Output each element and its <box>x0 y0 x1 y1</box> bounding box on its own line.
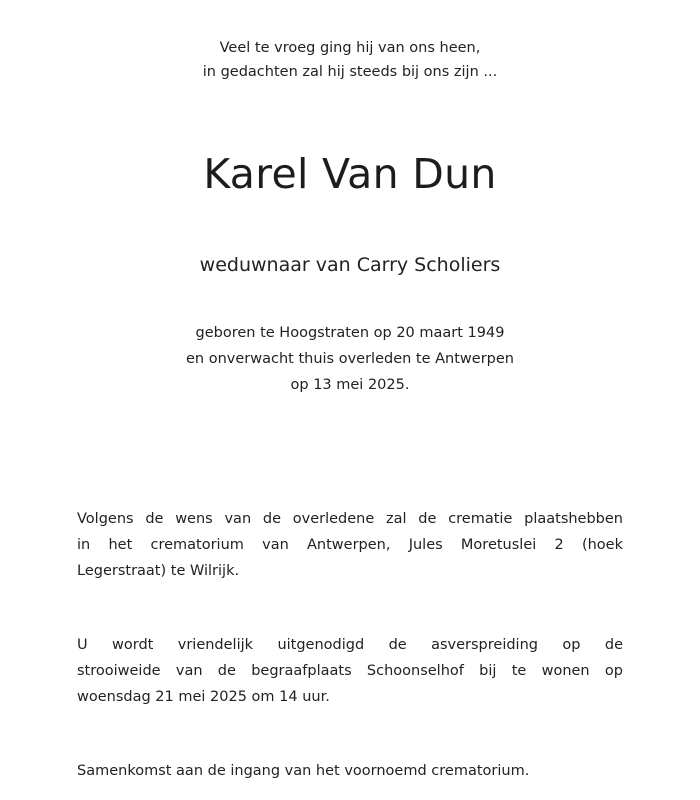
motto-verse <box>0 36 700 84</box>
motto-line-2: in gedachten zal hij steeds bij ons zijn ... <box>202 64 498 80</box>
cremation-paragraph <box>77 506 623 584</box>
motto-line-1: Veel te vroeg ging hij van ons heen, <box>219 40 481 56</box>
cremation-line-1: Volgens de wens van de overledene zal de crematie plaatshebben <box>77 511 623 527</box>
gathering-paragraph <box>77 758 623 784</box>
cremation-line-2: in het crematorium van Antwerpen, Jules Moretuslei 2 (hoek <box>77 537 623 553</box>
ash-line-3: woensdag 21 mei 2025 om 14 uur. <box>77 689 330 705</box>
death-date-line: op 13 mei 2025. <box>290 377 410 393</box>
birth-line: geboren te Hoogstraten op 20 maart 1949 <box>195 325 505 341</box>
birth-death-dates <box>0 320 700 398</box>
cremation-line-3: Legerstraat) te Wilrijk. <box>77 563 240 579</box>
gathering-line: Samenkomst aan de ingang van het voornoemd crematorium. <box>77 763 530 779</box>
ash-line-2: strooiweide van de begraafplaats Schoonselhof bij te wonen op <box>77 663 623 679</box>
death-line: en onverwacht thuis overleden te Antwerpen <box>186 351 514 367</box>
spouse-line: weduwnaar van Carry Scholiers <box>199 254 501 276</box>
ash-scattering-paragraph <box>77 632 623 710</box>
deceased-name: Karel Van Dun <box>203 150 497 198</box>
ash-line-1: U wordt vriendelijk uitgenodigd de asverspreiding op de <box>77 637 623 653</box>
